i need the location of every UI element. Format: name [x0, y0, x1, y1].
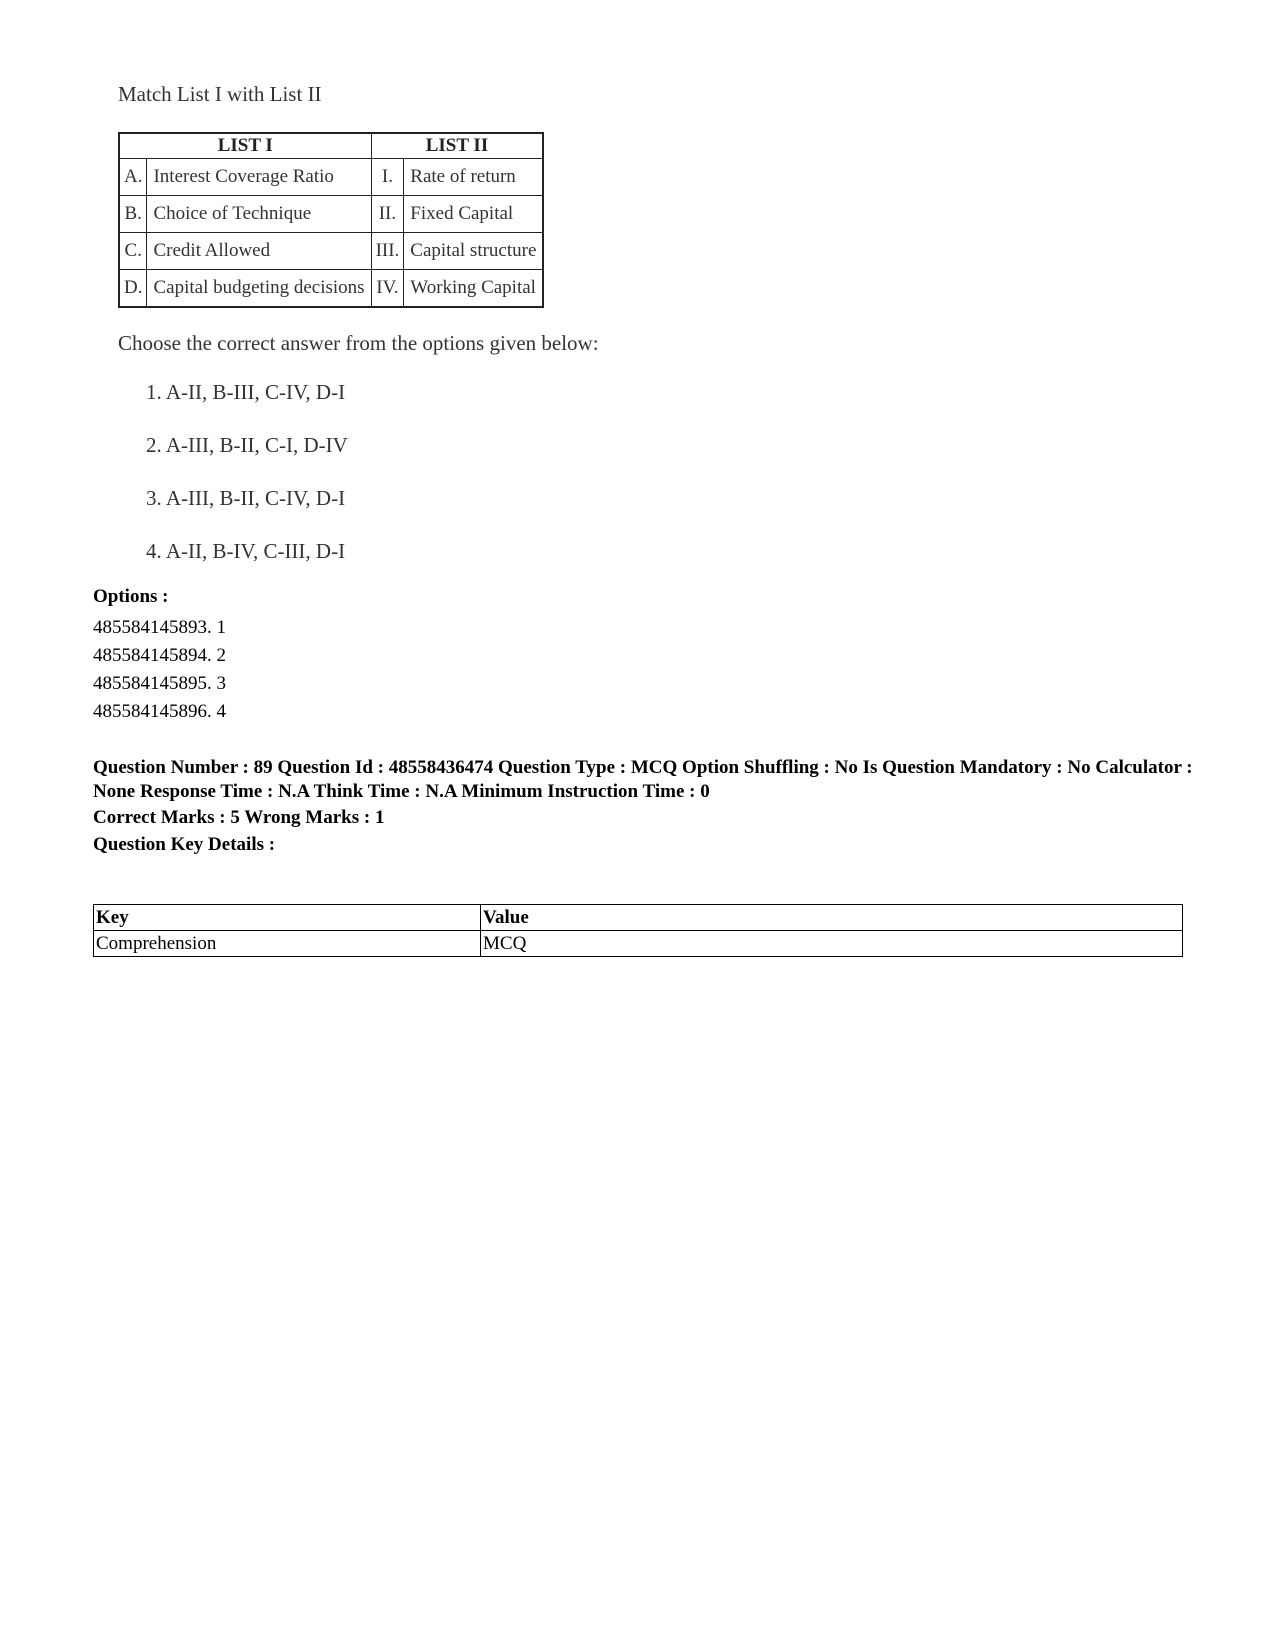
question-marks: Correct Marks : 5 Wrong Marks : 1: [93, 807, 385, 828]
list-2-item: Capital structure: [404, 233, 544, 270]
match-table-header: [119, 133, 543, 159]
list-2-item: Rate of return: [404, 159, 544, 196]
key-cell: Comprehension: [94, 931, 481, 957]
question-intro: Match List I with List II: [118, 82, 322, 106]
option-item: 485584145893. 1: [93, 617, 226, 638]
answer-choice: 2. A-III, B-II, C-I, D-IV: [146, 433, 348, 457]
row-roman: IV.: [371, 270, 404, 308]
key-details-heading: Question Key Details :: [93, 834, 276, 855]
row-letter: C.: [119, 233, 147, 270]
row-letter: B.: [119, 196, 147, 233]
option-item: 485584145896. 4: [93, 701, 226, 722]
list-2-item: Working Capital: [404, 270, 544, 308]
match-row: [119, 270, 543, 308]
key-details-table: [93, 904, 1183, 957]
match-row: [119, 196, 543, 233]
key-table-header: [94, 905, 1183, 931]
row-letter: D.: [119, 270, 147, 308]
match-table: [118, 132, 544, 308]
table-row: [94, 931, 1183, 957]
match-row: [119, 233, 543, 270]
list-1-item: Interest Coverage Ratio: [147, 159, 371, 196]
row-roman: II.: [371, 196, 404, 233]
options-list: [93, 614, 226, 726]
value-header: Value: [481, 905, 1183, 931]
option-item: 485584145894. 2: [93, 645, 226, 666]
value-cell: MCQ: [481, 931, 1183, 957]
question-metadata: Question Number : 89 Question Id : 48558436474 Question Type : MCQ Option Shuffling : No Is Question Mandatory : No Calculator : None Response Time : N.A Think Time : N.A Minimum Instruction Time : 0: [93, 757, 1193, 802]
list-1-item: Credit Allowed: [147, 233, 371, 270]
answer-choice: 4. A-II, B-IV, C-III, D-I: [146, 539, 346, 563]
list-1-header: LIST I: [119, 133, 371, 159]
list-2-header: LIST II: [371, 133, 543, 159]
match-row: [119, 159, 543, 196]
question-prompt: Choose the correct answer from the options given below:: [118, 331, 599, 355]
answer-choices: [146, 380, 348, 592]
answer-choice: 1. A-II, B-III, C-IV, D-I: [146, 380, 346, 404]
options-heading: Options :: [93, 586, 169, 607]
key-header: Key: [94, 905, 481, 931]
answer-choice: 3. A-III, B-II, C-IV, D-I: [146, 486, 346, 510]
list-2-item: Fixed Capital: [404, 196, 544, 233]
option-item: 485584145895. 3: [93, 673, 226, 694]
list-1-item: Capital budgeting decisions: [147, 270, 371, 308]
row-roman: III.: [371, 233, 404, 270]
row-roman: I.: [371, 159, 404, 196]
row-letter: A.: [119, 159, 147, 196]
list-1-item: Choice of Technique: [147, 196, 371, 233]
